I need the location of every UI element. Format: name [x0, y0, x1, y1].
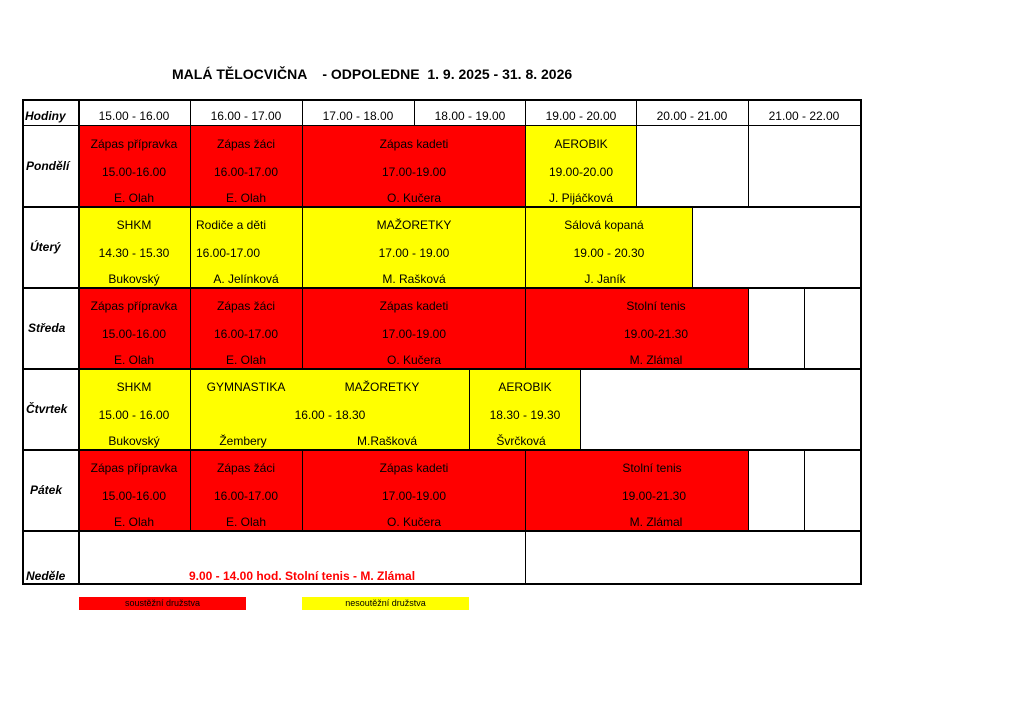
event-time: 15.00 - 16.00 [98, 408, 170, 422]
slot-header: 20.00 - 21.00 [656, 109, 728, 123]
event-person: E. Olah [113, 353, 155, 367]
event-time: 14.30 - 15.30 [98, 246, 170, 260]
slot-header: 16.00 - 17.00 [210, 109, 282, 123]
event-person: A. Jelínková [213, 272, 279, 286]
event-title: Zápas žáci [216, 299, 276, 313]
event-person: E. Olah [225, 353, 267, 367]
event-time: 19.00 - 20.30 [573, 246, 645, 260]
event-person: M. Rašková [382, 272, 446, 286]
event-title: Zápas přípravka [90, 299, 178, 313]
event-time: 17.00 - 19.00 [378, 246, 450, 260]
event-title: Zápas přípravka [90, 461, 178, 475]
event-time: 15.00-16.00 [101, 489, 167, 503]
legend-noncompetitive [302, 597, 469, 610]
event-person: Bukovský [108, 434, 160, 448]
event-time: 17.00-19.00 [381, 165, 447, 179]
event-title: Zápas kadeti [379, 137, 449, 151]
event-title: AEROBIK [498, 380, 552, 394]
day-label-thu: Čtvrtek [26, 402, 68, 416]
event-title: Zápas kadeti [379, 461, 449, 475]
event-time: 18.30 - 19.30 [489, 408, 561, 422]
event-time: 19.00-21.30 [623, 327, 689, 341]
slot-header: 15.00 - 16.00 [98, 109, 170, 123]
event-title: Stolní tenis [626, 299, 686, 313]
event-person: O. Kučera [386, 191, 442, 205]
legend-noncompetitive-label: nesoutěžní družstva [345, 598, 426, 608]
event-title: Zápas žáci [216, 461, 276, 475]
event-person: M. Zlámal [629, 515, 683, 529]
slot-header: 19.00 - 20.00 [545, 109, 617, 123]
event-time: 17.00-19.00 [381, 327, 447, 341]
event-person: J. Janík [584, 272, 626, 286]
event-person: Žembery [219, 434, 267, 448]
event-title: Rodiče a děti [195, 218, 267, 232]
event-person: E. Olah [113, 515, 155, 529]
event-person: Bukovský [108, 272, 160, 286]
legend-competitive [79, 597, 246, 610]
day-label-tue: Úterý [30, 240, 61, 254]
event-time: 17.00-19.00 [381, 489, 447, 503]
header-corner: Hodiny [25, 109, 66, 123]
event-person: Švrčková [496, 434, 546, 448]
event-title: MAŽORETKY [376, 218, 452, 232]
event-time: 16.00-17.00 [195, 246, 261, 260]
sunday-note: 9.00 - 14.00 hod. Stolní tenis - M. Zlámal [188, 569, 416, 583]
event-title: Zápas žáci [216, 137, 276, 151]
event-person: J. Pijáčková [548, 191, 614, 205]
slot-header: 21.00 - 22.00 [768, 109, 840, 123]
slot-header: 17.00 - 18.00 [322, 109, 394, 123]
event-title: SHKM [116, 380, 152, 394]
event-time: 16.00-17.00 [213, 327, 279, 341]
day-label-wed: Středa [28, 321, 66, 335]
event-time: 19.00-21.30 [621, 489, 687, 503]
event-title: GYMNASTIKA [206, 380, 286, 394]
event-person: E. Olah [113, 191, 155, 205]
legend-competitive-label: soustěžní družstva [124, 598, 201, 608]
event-person: M.Rašková [356, 434, 418, 448]
event-person: O. Kučera [386, 353, 442, 367]
event-time: 16.00-17.00 [213, 489, 279, 503]
event-time: 15.00-16.00 [101, 165, 167, 179]
event-title: Sálová kopaná [564, 218, 644, 232]
event-title: Zápas přípravka [90, 137, 178, 151]
event-person: E. Olah [225, 515, 267, 529]
event-time: 19.00-20.00 [548, 165, 614, 179]
day-label-sun: Neděle [26, 569, 66, 583]
day-label-mon: Pondělí [26, 159, 70, 173]
event-title: AEROBIK [554, 137, 608, 151]
event-time: 16.00 - 18.30 [294, 408, 366, 422]
event-time: 16.00-17.00 [213, 165, 279, 179]
day-label-fri: Pátek [30, 483, 63, 497]
event-title: Zápas kadeti [379, 299, 449, 313]
event-title: SHKM [116, 218, 152, 232]
page-title: MALÁ TĚLOCVIČNA - ODPOLEDNE 1. 9. 2025 - 31. 8. 2026 [172, 66, 573, 82]
event-title: MAŽORETKY [344, 380, 420, 394]
event-person: M. Zlámal [629, 353, 683, 367]
event-title: Stolní tenis [622, 461, 682, 475]
event-person: E. Olah [225, 191, 267, 205]
slot-header: 18.00 - 19.00 [434, 109, 506, 123]
event-time: 15.00-16.00 [101, 327, 167, 341]
event-person: O. Kučera [386, 515, 442, 529]
